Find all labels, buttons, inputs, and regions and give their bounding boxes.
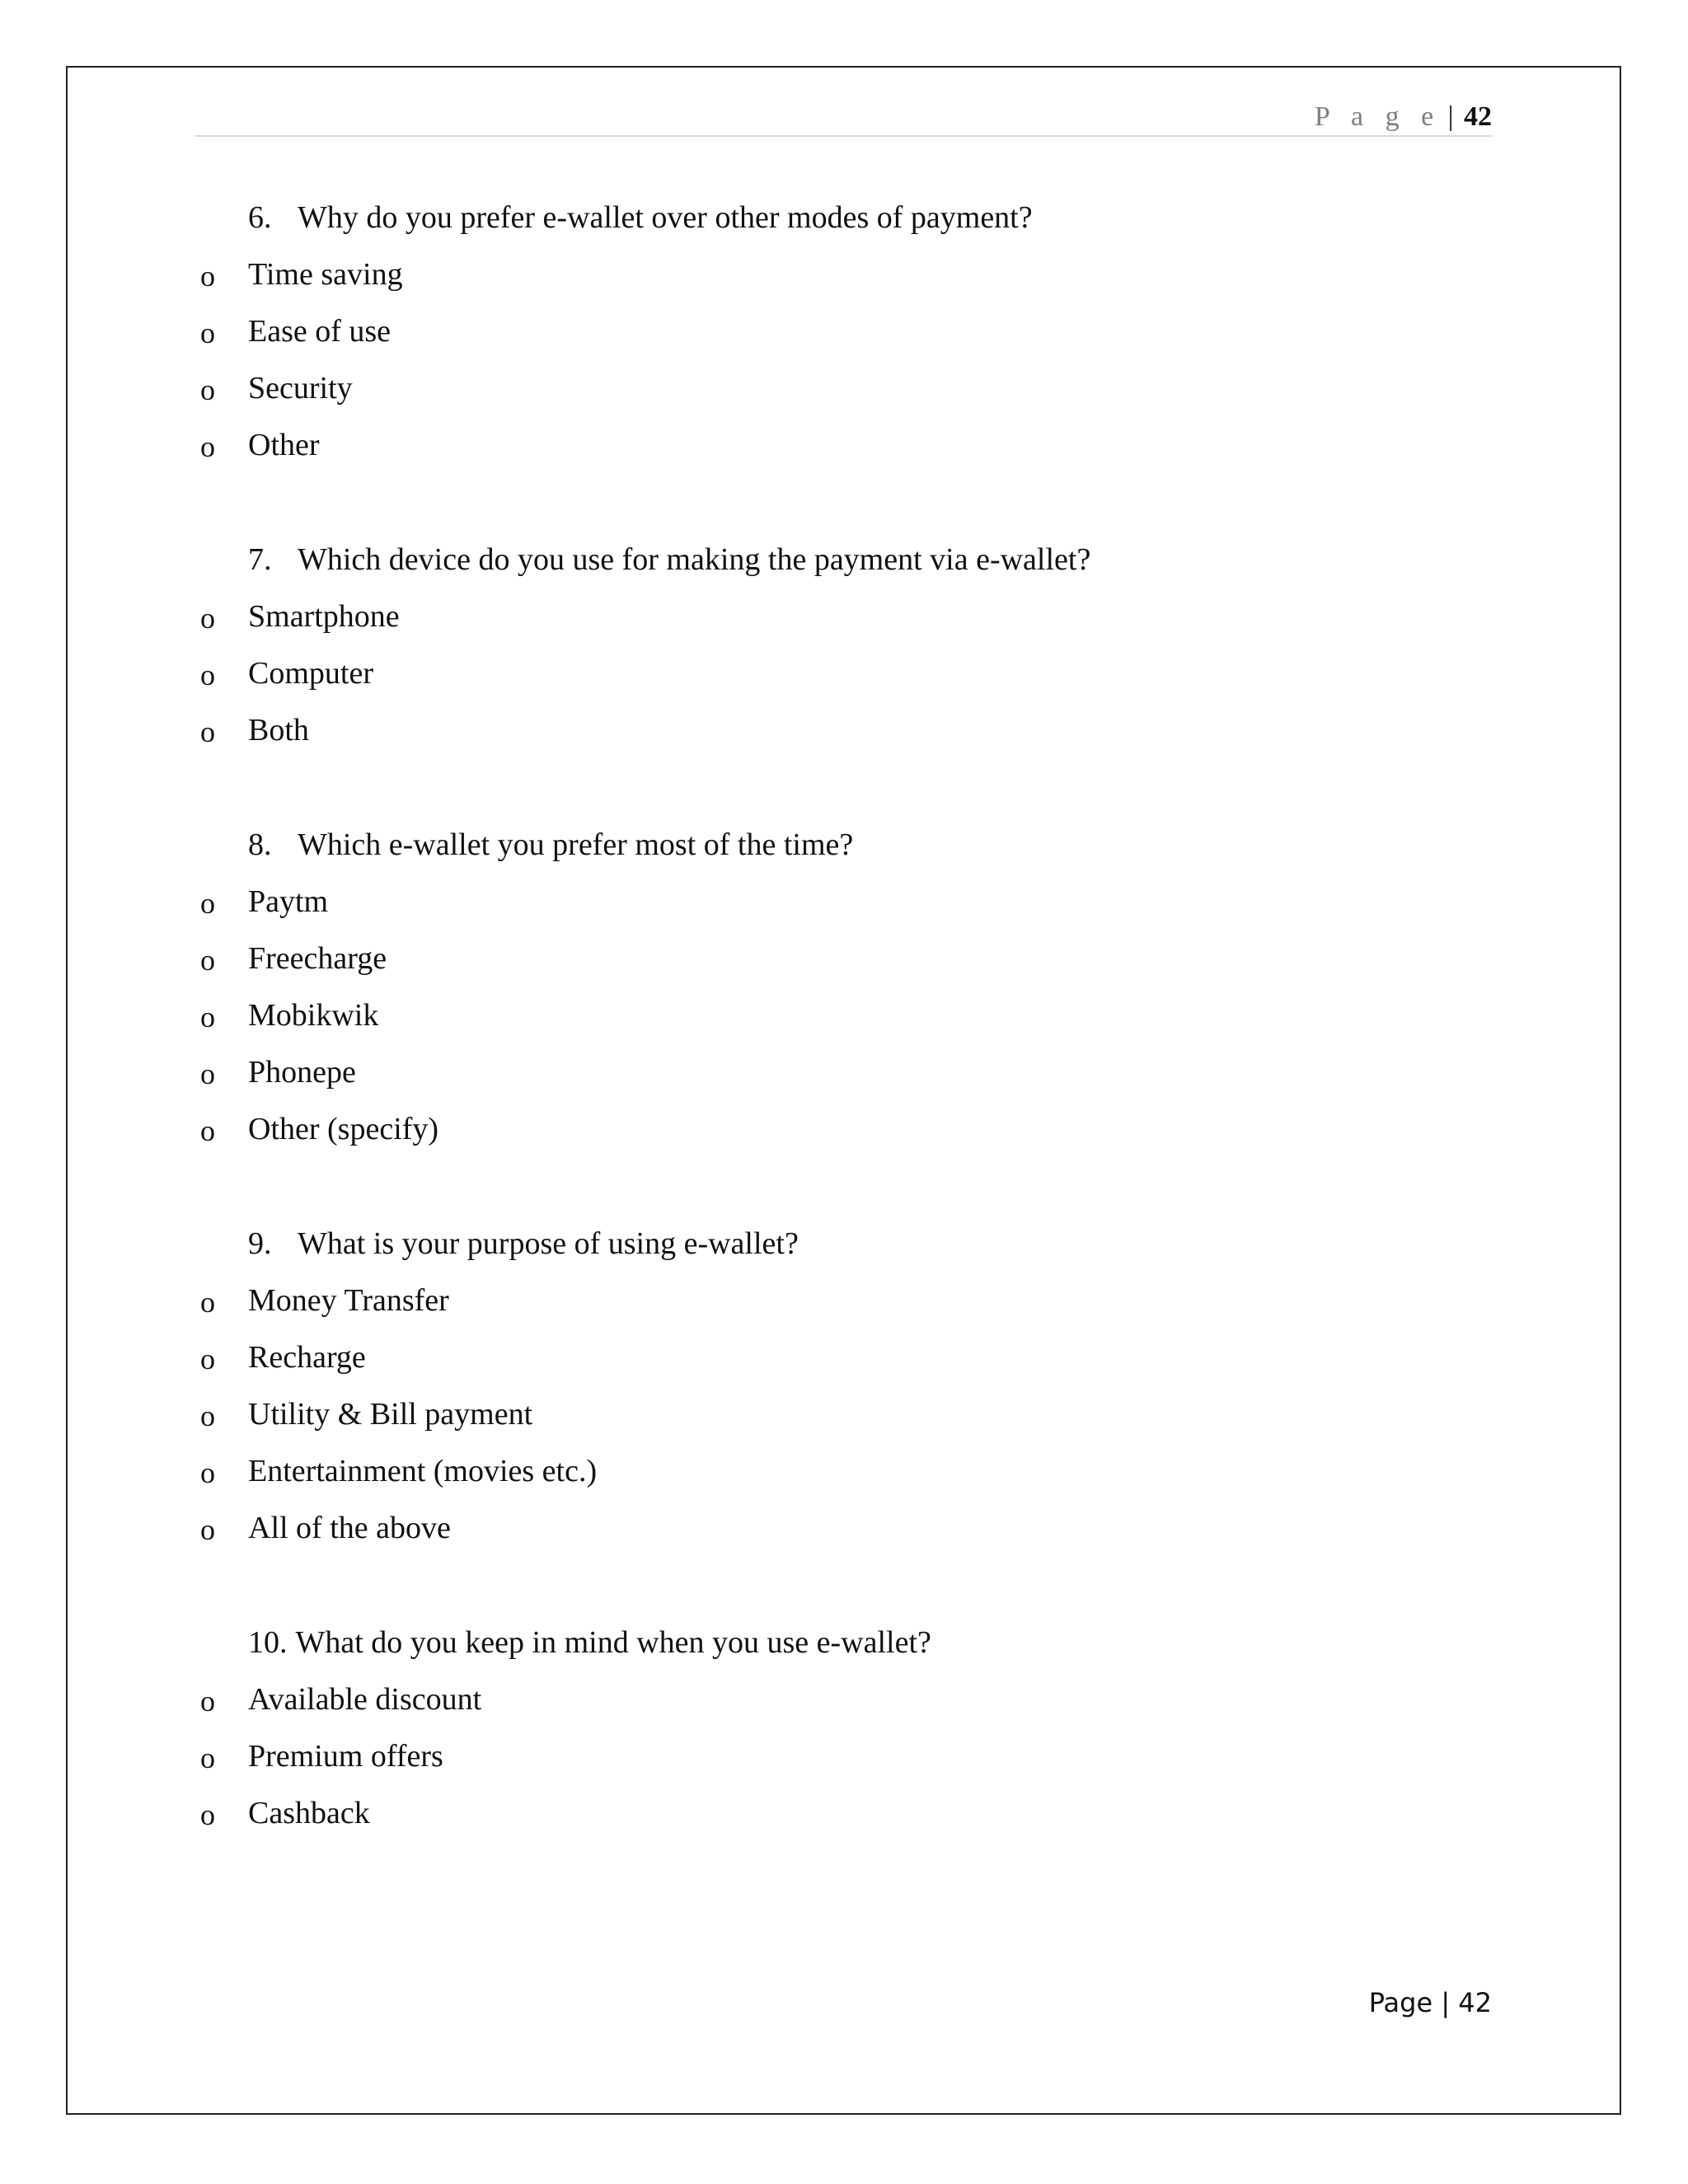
question-9 bbox=[195, 1216, 1492, 1557]
option-label: Available discount bbox=[248, 1682, 482, 1717]
option-label: All of the above bbox=[248, 1511, 451, 1545]
option-item[interactable] bbox=[195, 1386, 1492, 1443]
header-page-label: P a g e bbox=[1314, 101, 1442, 132]
question-8 bbox=[195, 817, 1492, 1158]
bullet-icon: o bbox=[200, 430, 215, 463]
header-page-number bbox=[1315, 99, 1492, 135]
option-item[interactable] bbox=[195, 987, 1492, 1044]
option-list bbox=[195, 1272, 1492, 1557]
bullet-icon: o bbox=[200, 260, 215, 293]
option-label: Ease of use bbox=[248, 314, 392, 349]
bullet-icon: o bbox=[200, 316, 215, 349]
option-label: Premium offers bbox=[248, 1739, 443, 1774]
option-label: Both bbox=[248, 713, 309, 748]
bullet-icon: o bbox=[200, 1513, 215, 1546]
option-label: Freecharge bbox=[248, 941, 387, 976]
option-item[interactable] bbox=[195, 1728, 1492, 1785]
option-list bbox=[195, 1671, 1492, 1842]
page-footer: Page | 42 bbox=[1368, 1987, 1492, 2018]
option-label: Security bbox=[248, 371, 353, 405]
question-title bbox=[195, 817, 1492, 874]
bullet-icon: o bbox=[200, 1001, 215, 1033]
option-item[interactable] bbox=[195, 1329, 1492, 1386]
option-label: Cashback bbox=[248, 1796, 370, 1830]
option-item[interactable] bbox=[195, 1272, 1492, 1329]
question-text: What do you keep in mind when you use e-wallet? bbox=[295, 1625, 931, 1660]
question-number: 8. bbox=[248, 827, 272, 862]
bullet-icon: o bbox=[200, 1456, 215, 1489]
question-title bbox=[195, 532, 1492, 588]
option-label: Other (specify) bbox=[248, 1112, 439, 1146]
option-list bbox=[195, 246, 1492, 474]
bullet-icon: o bbox=[200, 1741, 215, 1774]
option-label: Phonepe bbox=[248, 1055, 356, 1090]
question-number: 6. bbox=[248, 200, 272, 235]
question-6 bbox=[195, 190, 1492, 474]
option-label: Other bbox=[248, 428, 320, 462]
question-number: 10. bbox=[248, 1625, 288, 1660]
bullet-icon: o bbox=[200, 1286, 215, 1319]
option-item[interactable] bbox=[195, 1443, 1492, 1500]
option-item[interactable] bbox=[195, 1671, 1492, 1728]
bullet-icon: o bbox=[200, 1114, 215, 1147]
bullet-icon: o bbox=[200, 1798, 215, 1831]
option-item[interactable] bbox=[195, 246, 1492, 303]
option-label: Computer bbox=[248, 656, 373, 691]
question-text: Why do you prefer e-wallet over other modes of payment? bbox=[298, 200, 1033, 235]
option-item[interactable] bbox=[195, 360, 1492, 417]
option-item[interactable] bbox=[195, 645, 1492, 702]
option-item[interactable] bbox=[195, 1101, 1492, 1158]
option-label: Utility & Bill payment bbox=[248, 1397, 533, 1432]
option-item[interactable] bbox=[195, 1500, 1492, 1557]
header-number: 42 bbox=[1464, 101, 1492, 132]
option-label: Money Transfer bbox=[248, 1283, 449, 1318]
option-item[interactable] bbox=[195, 588, 1492, 645]
option-item[interactable] bbox=[195, 1044, 1492, 1101]
question-number: 9. bbox=[248, 1226, 272, 1261]
bullet-icon: o bbox=[200, 373, 215, 406]
bullet-icon: o bbox=[200, 1343, 215, 1376]
option-label: Recharge bbox=[248, 1340, 366, 1375]
question-text: Which e-wallet you prefer most of the time? bbox=[298, 827, 854, 862]
bullet-icon: o bbox=[200, 715, 215, 748]
question-text: What is your purpose of using e-wallet? bbox=[298, 1226, 799, 1261]
page-header bbox=[195, 99, 1492, 137]
question-7 bbox=[195, 532, 1492, 759]
bullet-icon: o bbox=[200, 1057, 215, 1090]
question-title bbox=[195, 1216, 1492, 1272]
option-label: Smartphone bbox=[248, 599, 400, 634]
option-item[interactable] bbox=[195, 930, 1492, 987]
bullet-icon: o bbox=[200, 887, 215, 920]
header-separator: | bbox=[1447, 101, 1454, 132]
option-item[interactable] bbox=[195, 874, 1492, 930]
bullet-icon: o bbox=[200, 1685, 215, 1718]
question-title bbox=[195, 1615, 1492, 1671]
bullet-icon: o bbox=[200, 1399, 215, 1432]
questionnaire bbox=[195, 190, 1492, 1842]
option-item[interactable] bbox=[195, 702, 1492, 759]
bullet-icon: o bbox=[200, 658, 215, 691]
option-item[interactable] bbox=[195, 303, 1492, 360]
question-number: 7. bbox=[248, 542, 272, 577]
option-item[interactable] bbox=[195, 1785, 1492, 1842]
bullet-icon: o bbox=[200, 602, 215, 635]
option-label: Mobikwik bbox=[248, 998, 379, 1033]
question-title bbox=[195, 190, 1492, 246]
option-label: Time saving bbox=[248, 257, 403, 292]
option-item[interactable] bbox=[195, 417, 1492, 474]
question-text: Which device do you use for making the payment via e-wallet? bbox=[298, 542, 1091, 577]
bullet-icon: o bbox=[200, 944, 215, 977]
option-label: Paytm bbox=[248, 884, 329, 919]
option-label: Entertainment (movies etc.) bbox=[248, 1454, 598, 1488]
option-list bbox=[195, 874, 1492, 1158]
option-list bbox=[195, 588, 1492, 759]
question-10 bbox=[195, 1615, 1492, 1842]
